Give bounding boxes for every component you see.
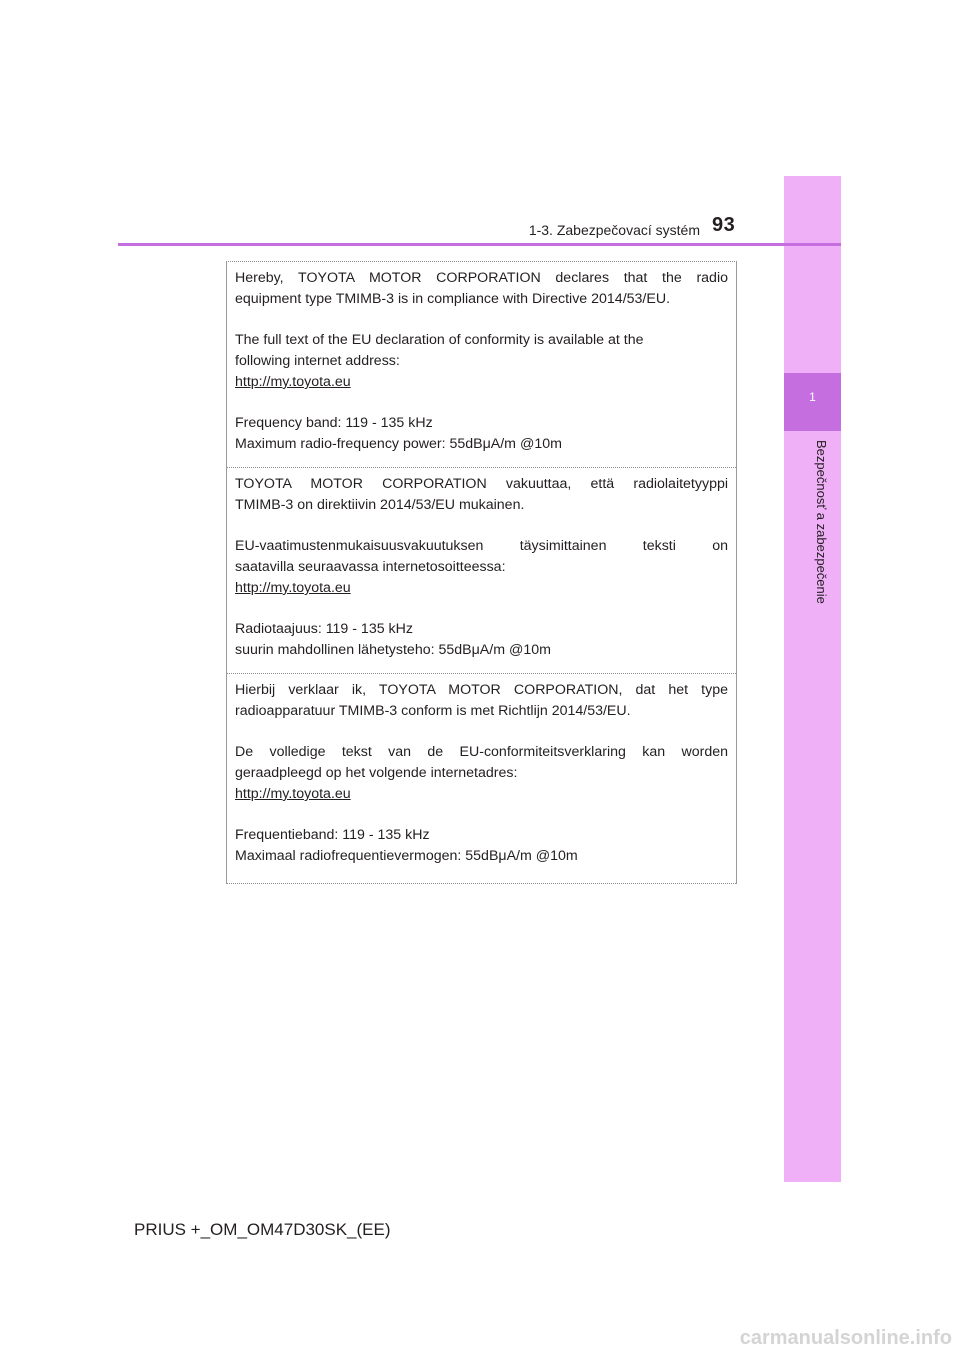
declaration-link[interactable]: http://my.toyota.eu [235,786,351,802]
chapter-side-tab [784,176,841,1182]
max-power: suurin mahdollinen lähetysteho: 55dBμA/m @10m [235,642,551,658]
declaration-box [226,261,737,884]
page-number: 93 [712,214,736,236]
statement-line-1: TOYOTA MOTOR CORPORATION vakuuttaa, että radiolaitetyyppi [235,476,728,492]
header-divider [118,243,841,246]
frequency-band: Radiotaajuus: 119 - 135 kHz [235,621,413,637]
statement-line-1: Hereby, TOYOTA MOTOR CORPORATION declares that the radio [235,270,728,286]
frequency-band: Frequentieband: 119 - 135 kHz [235,827,430,843]
fulltext-line-2: saatavilla seuraavassa internetosoitteessa: [235,559,506,575]
statement-line-1: Hierbij verklaar ik, TOYOTA MOTOR CORPORATION, dat het type [235,682,728,698]
declaration-finnish [227,468,736,674]
declaration-dutch [227,674,736,884]
chapter-title: Bezpečnosť a zabezpečenie [814,440,829,604]
chapter-number: 1 [809,390,816,404]
fulltext-line-2: geraadpleegd op het volgende internetadres: [235,765,518,781]
fulltext-line-2: following internet address: [235,353,400,369]
fulltext-line-1: De volledige tekst van de EU-conformiteitsverklaring kan worden [235,744,728,760]
document-code: PRIUS +_OM_OM47D30SK_(EE) [134,1220,391,1239]
section-title: 1-3. Zabezpečovací systém [528,222,700,238]
declaration-english [227,262,736,468]
statement-line-2: equipment type TMIMB-3 is in compliance with Directive 2014/53/EU. [235,291,671,307]
max-power: Maximaal radiofrequentievermogen: 55dBμA/m @10m [235,848,578,864]
statement-line-2: TMIMB-3 on direktiivin 2014/53/EU mukainen. [235,497,525,513]
statement-line-2: radioapparatuur TMIMB-3 conform is met Richtlijn 2014/53/EU. [235,703,631,719]
frequency-band: Frequency band: 119 - 135 kHz [235,415,433,431]
fulltext-line-1: The full text of the EU declaration of conformity is available at the [235,332,644,348]
max-power: Maximum radio-frequency power: 55dBμA/m @10m [235,436,562,452]
declaration-link[interactable]: http://my.toyota.eu [235,374,351,390]
watermark: carmanualsonline.info [739,1327,952,1349]
declaration-link[interactable]: http://my.toyota.eu [235,580,351,596]
fulltext-line-1: EU-vaatimustenmukaisuusvakuutuksen täysimittainen teksti on [235,538,728,554]
